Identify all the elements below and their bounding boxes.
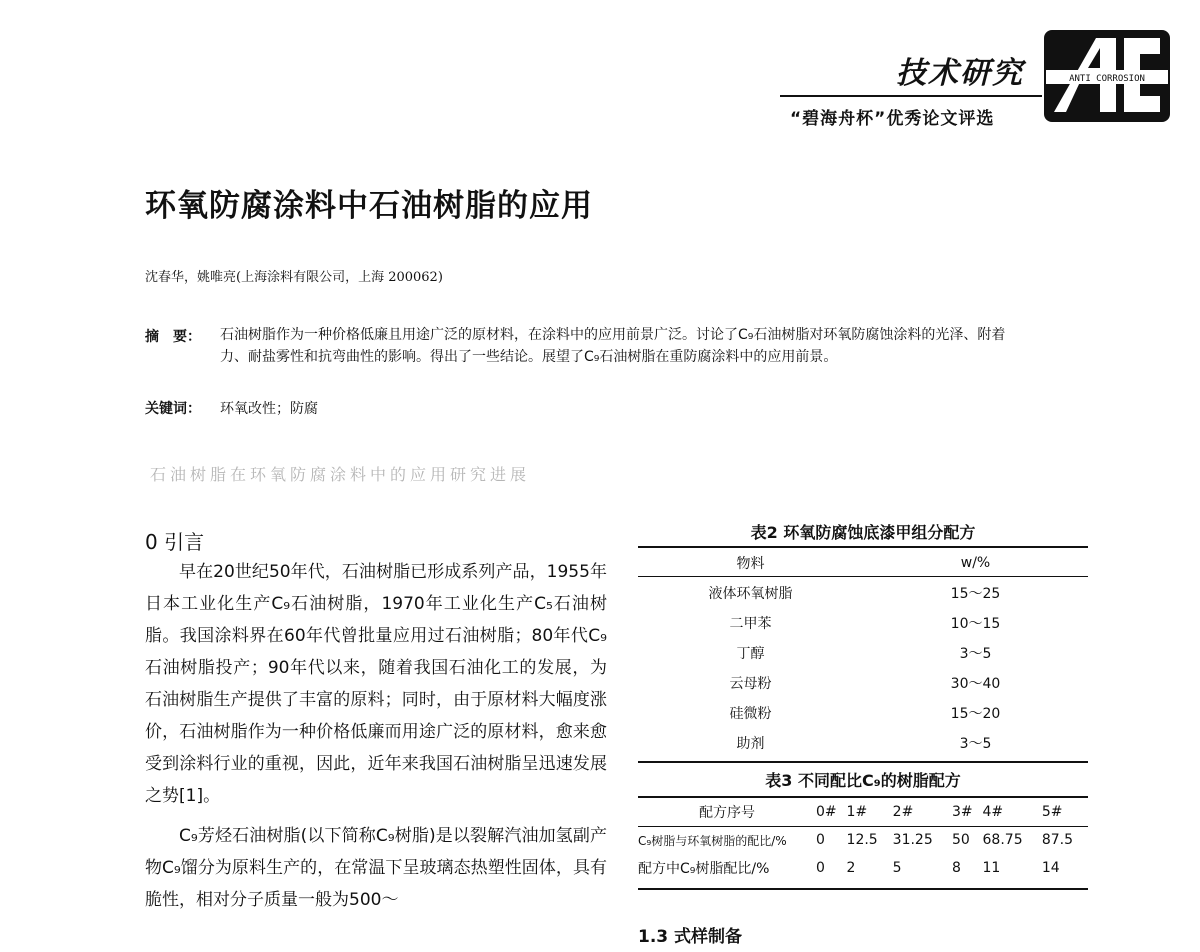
section-heading-intro: 0 引言 <box>145 530 205 554</box>
table2-caption: 表2 环氧防腐蚀底漆甲组分配方 <box>750 523 976 542</box>
table3-cell: 11 <box>982 860 1001 876</box>
table3-cell: 31.25 <box>892 832 933 848</box>
table2-cell: 15～25 <box>950 586 1001 602</box>
abstract-text: 石油树脂作为一种价格低廉且用途广泛的原材料，在涂料中的应用前景广泛。讨论了C₉石油树脂对环氧防腐蚀涂料的光泽、附着力、耐盐雾性和抗弯曲性的影响。得出了一些结论。展望了C₉石油树脂在重防腐涂料中的应用前景。 <box>220 327 1006 365</box>
table2-header-cell: 物料 <box>736 556 765 572</box>
authors: 沈春华，姚唯亮(上海涂料有限公司，上海 200062) <box>145 270 443 285</box>
table-row <box>638 578 1088 608</box>
table-row <box>638 608 1088 638</box>
table3-header-cell: 配方序号 <box>699 805 755 821</box>
table3-header-cell: 5# <box>1041 804 1063 820</box>
table3-cell: C₉树脂与环氧树脂的配比/% <box>638 833 787 848</box>
table3-cell: 8 <box>951 860 961 876</box>
table3-header-cell: 0# <box>816 804 837 820</box>
table3-cell: 14 <box>1041 860 1060 876</box>
table2-header-row <box>638 548 1088 578</box>
table2-cell: 硅微粉 <box>729 706 772 722</box>
header-rule <box>780 95 1042 97</box>
table3-cell: 配方中C₉树脂配比/% <box>638 861 770 877</box>
table3-header-cell: 4# <box>982 804 1004 820</box>
table2 <box>638 548 1088 758</box>
table-row <box>638 854 1088 882</box>
table3-cell: 0 <box>816 860 825 876</box>
table3-header-row <box>638 798 1088 826</box>
abstract-label: 摘 要： <box>145 329 201 345</box>
table3-cell: 87.5 <box>1041 832 1074 848</box>
table2-cell: 云母粉 <box>729 676 772 692</box>
table2-cell: 助剂 <box>736 736 765 752</box>
intro-paragraph-1: 早在20世纪50年代，石油树脂已形成系列产品，1955年日本工业化生产C₉石油树脂，1970年工业化生产C₅石油树脂。我国涂料界在60年代曾批量应用过石油树脂；80年代C₉石油树脂投产；90年代以来，随着我国石油化工的发展，为石油树脂生产提供了丰富的原料；同时，由于原材料大幅度涨价，石油树脂作为一种价格低廉而用途广泛的原材料，愈来愈受到涂料行业的重视，因此，近年来我国石油树脂呈迅速发展之势[1]。 <box>145 562 607 806</box>
table3-bottom-rule <box>638 888 1088 890</box>
table3-header-cell: 2# <box>892 804 914 820</box>
table3-header-cell: 3# <box>951 804 973 820</box>
table3-cell: 50 <box>951 832 970 848</box>
section-heading-1-3: 1.3 式样制备 <box>638 927 743 947</box>
table3-cell: 0 <box>816 832 825 848</box>
keywords-text: 环氧改性；防腐 <box>220 401 318 417</box>
section-title: 技术研究 <box>896 56 1024 91</box>
series-title: “碧海舟杯”优秀论文评选 <box>790 109 995 129</box>
table2-bottom-rule <box>638 761 1088 763</box>
table-row <box>638 668 1088 698</box>
table3-cell: 2 <box>846 860 856 876</box>
table2-cell: 二甲苯 <box>729 616 772 632</box>
intro-paragraph-2: C₉芳烃石油树脂(以下简称C₉树脂)是以裂解汽油加氢副产物C₉馏分为原料生产的，在常温下呈玻璃态热塑性固体，具有脆性，相对分子质量一般为500～ <box>145 826 607 910</box>
table3-caption: 表3 不同配比C₉的树脂配方 <box>765 771 961 790</box>
table-row <box>638 826 1088 854</box>
table3-cell: 12.5 <box>846 832 878 848</box>
logo-text: ANTI CORROSION <box>1069 74 1145 84</box>
table2-cell: 丁醇 <box>736 646 765 662</box>
table2-cell: 液体环氧树脂 <box>708 586 793 602</box>
table2-cell: 3～5 <box>959 736 992 752</box>
intro-body <box>145 556 607 916</box>
table2-cell: 10～15 <box>950 616 1001 632</box>
anti-corrosion-logo <box>1044 30 1170 122</box>
table3-cell: 68.75 <box>982 832 1023 848</box>
table2-header-cell: w/% <box>960 555 991 571</box>
faint-english-title: 石油树脂在环氧防腐涂料中的应用研究进展 <box>150 465 531 484</box>
table3-cell: 5 <box>892 860 902 876</box>
table2-cell: 30～40 <box>950 676 1001 692</box>
table-row <box>638 638 1088 668</box>
table-row <box>638 698 1088 728</box>
table-row <box>638 728 1088 758</box>
table3-header-cell: 1# <box>846 804 868 820</box>
table2-cell: 15～20 <box>950 706 1001 722</box>
keywords-label: 关键词： <box>145 401 201 417</box>
table3 <box>638 798 1088 882</box>
paper-title: 环氧防腐涂料中石油树脂的应用 <box>145 188 593 224</box>
table2-cell: 3～5 <box>959 646 992 662</box>
